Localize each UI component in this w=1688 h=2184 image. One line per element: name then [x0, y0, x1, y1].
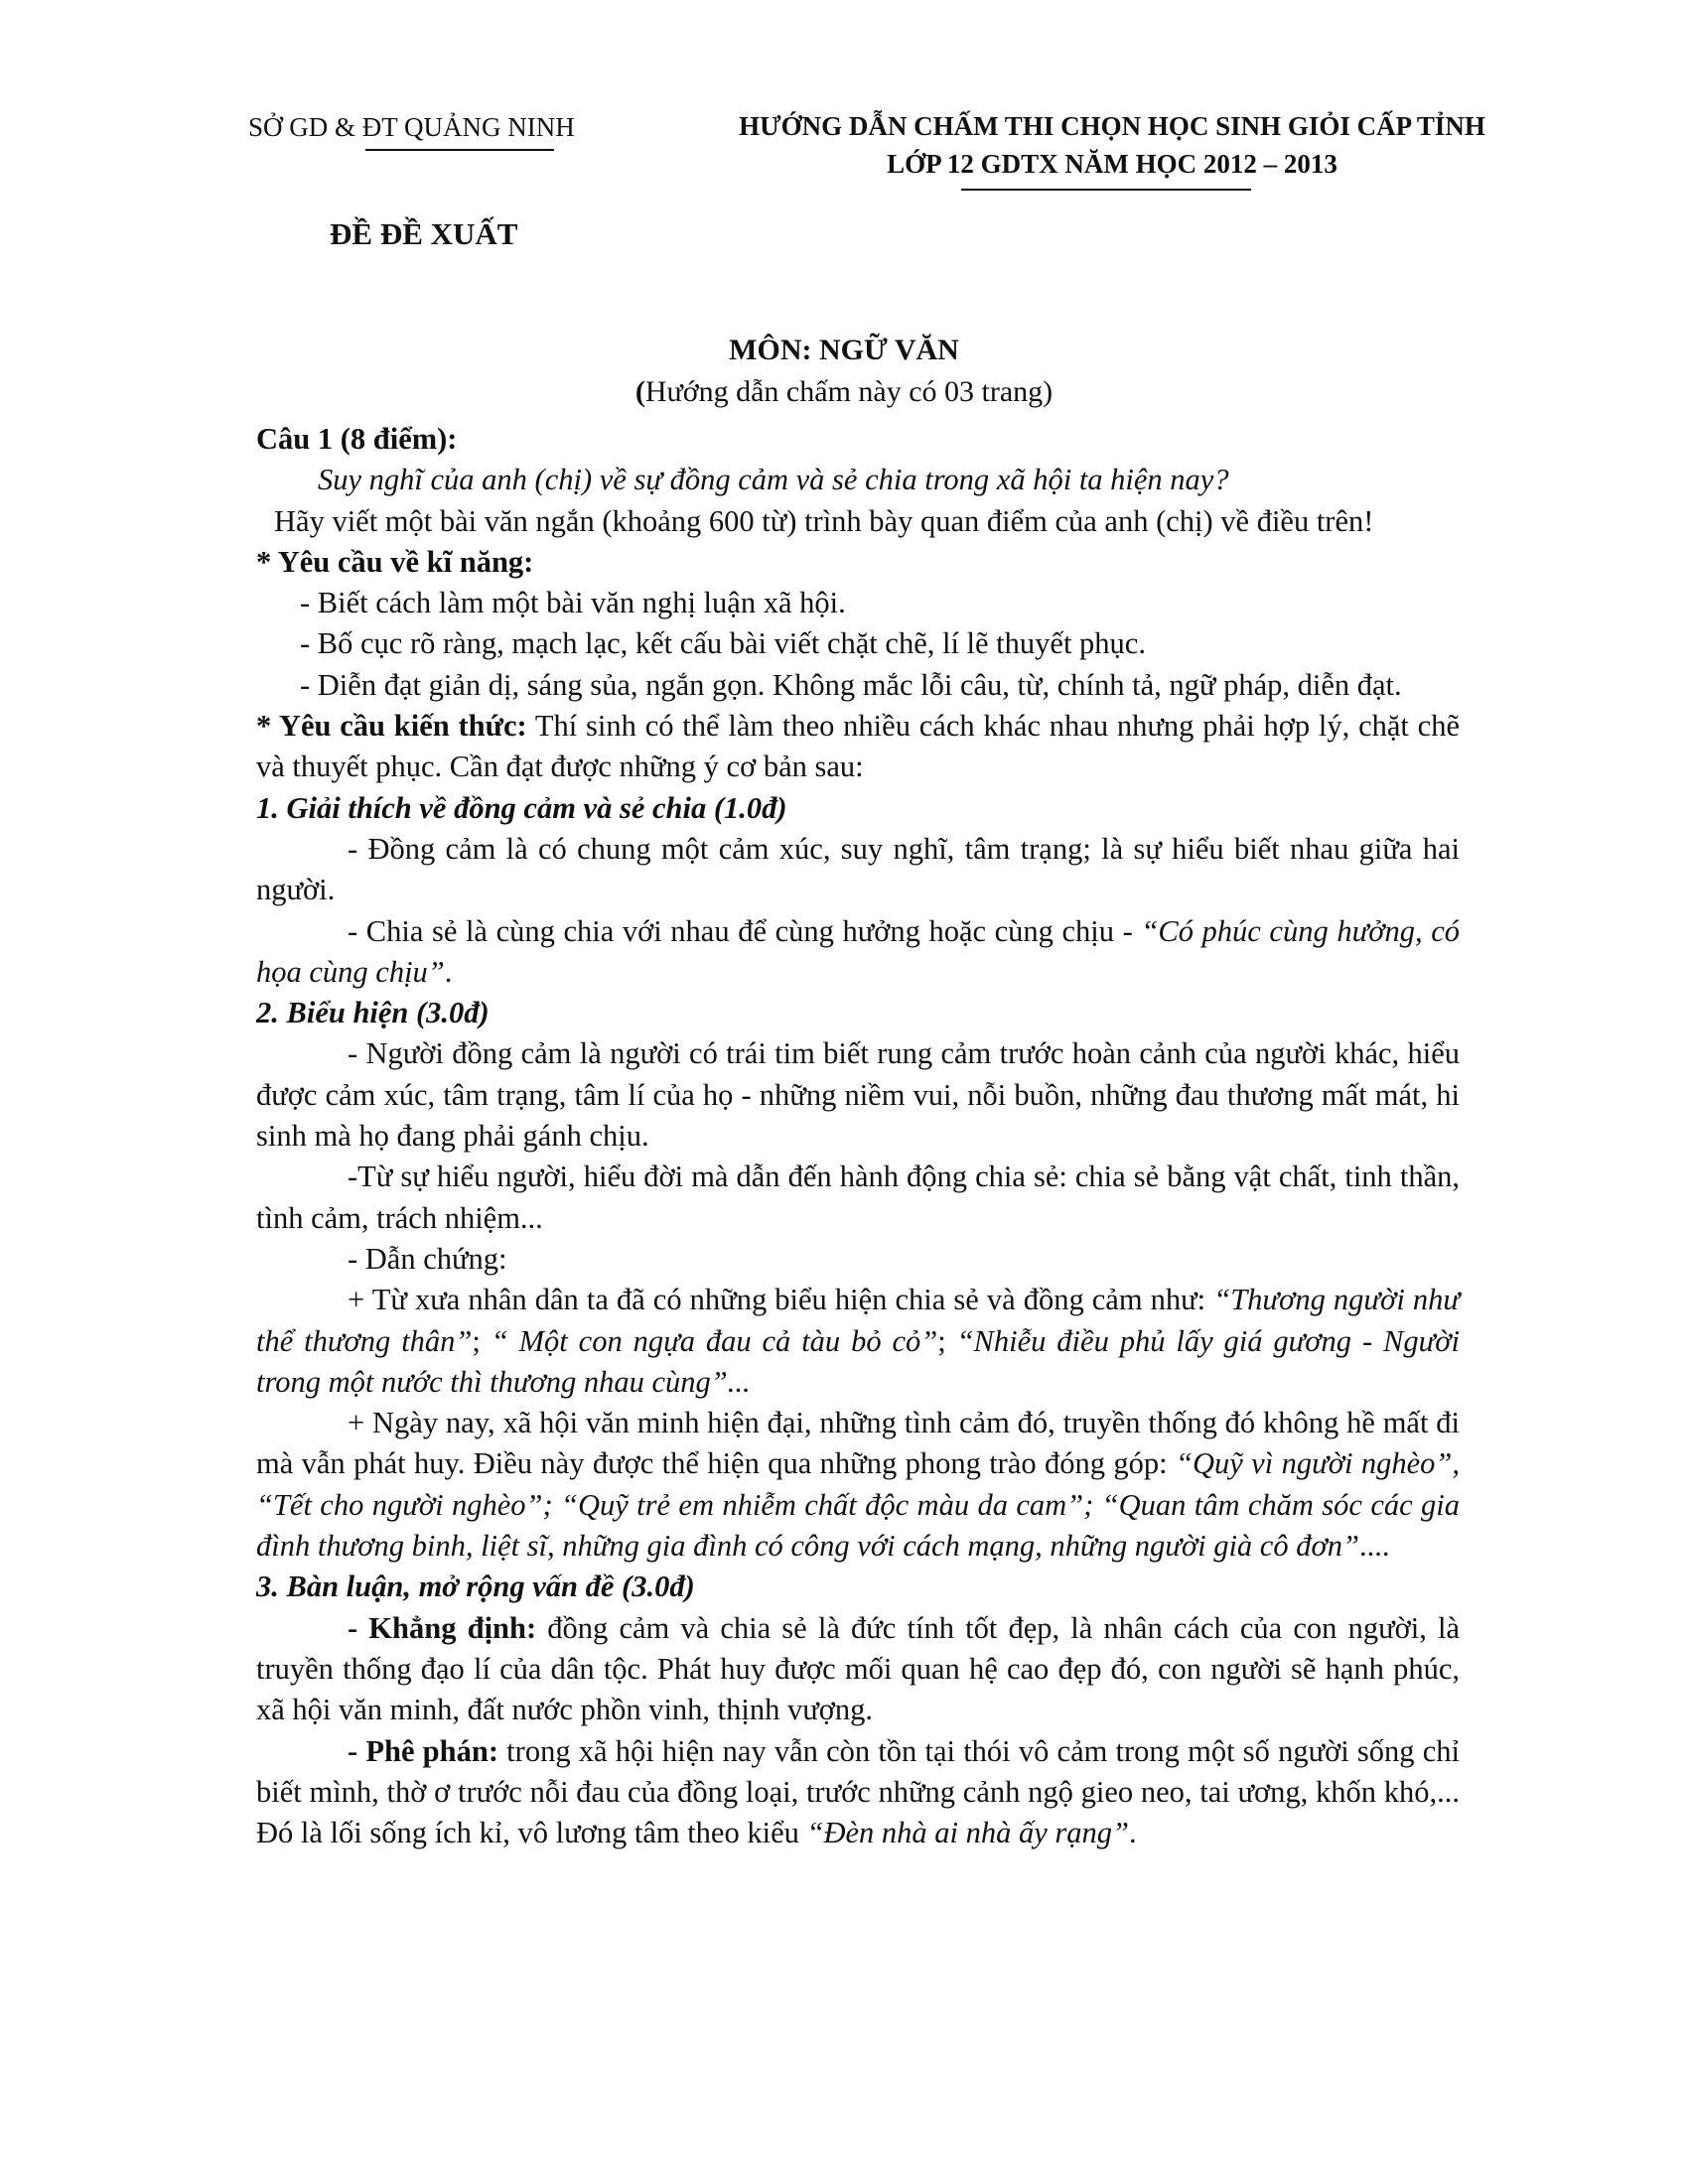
section-2-paragraph: - Người đồng cảm là người có trái tim biết rung cảm trước hoàn cảnh của người khác, hiểu được cảm xúc, tâm trạng, tâm lí của họ - những niềm vui, nỗi buồn, những đau thương mất mát, hi sinh mà họ đang phải gánh chịu. [256, 1036, 1460, 1154]
section-2-paragraph [256, 1403, 1460, 1567]
proverb-quote: “Có phúc cùng hưởng, có họa cùng chịu” [256, 913, 1460, 989]
proverb-quote: “ Một con ngựa đau cả tàu bỏ cỏ” [491, 1323, 938, 1358]
page-count-note [0, 375, 1688, 409]
paragraph-end: . [444, 954, 453, 989]
document-title [655, 107, 1569, 183]
department-underline [365, 149, 554, 151]
page-count-note-text: Hướng dẫn chấm này có 03 trang) [644, 375, 1054, 408]
section-3-heading: 3. Bàn luận, mở rộng vấn đề (3.0đ) [256, 1570, 695, 1604]
proverb-quote: “Đèn nhà ai nhà ấy rạng” [806, 1816, 1129, 1850]
proverb-quote: “Thương người như thể thương thân” [256, 1283, 1461, 1358]
affirm-label: - Khẳng định: [348, 1610, 537, 1645]
skill-item: - Biết cách làm một bài văn nghị luận xã hội. [300, 586, 846, 620]
knowledge-text: Thí sinh có thể làm theo nhiều cách khác nhau nhưng phải hợp lý, chặt chẽ và thuyết phục. Cần đạt được những ý cơ bản sau: [256, 709, 1461, 784]
paragraph-text: + Từ xưa nhân dân ta đã có những biểu hiện chia sẻ và đồng cảm như: [348, 1283, 1214, 1317]
page-count-note-paren: ( [634, 375, 645, 408]
section-2-paragraph: - Dẫn chứng: [348, 1241, 507, 1276]
skills-heading: * Yêu cầu về kĩ năng: [256, 544, 534, 579]
section-3-paragraph [256, 1608, 1460, 1731]
question-1-title: Câu 1 (8 điểm): [256, 422, 458, 456]
section-3-paragraph [256, 1731, 1460, 1854]
skill-item: - Bố cục rõ ràng, mạch lạc, kết cấu bài viết chặt chẽ, lí lẽ thuyết phục. [300, 626, 1146, 661]
issuing-department: SỞ GD & ĐT QUẢNG NINH [248, 112, 575, 142]
proverb-quote: “Nhiễu điều phủ lấy giá gương - Người trong một nước thì thương nhau cùng”... [256, 1323, 1460, 1399]
knowledge-requirement [256, 706, 1460, 788]
section-1-heading: 1. Giải thích về đồng cảm và sẻ chia (1.0đ) [256, 790, 787, 825]
document-title-line-1: HƯỚNG DẪN CHẤM THI CHỌN HỌC SINH GIỎI CẤP TỈNH [739, 111, 1485, 141]
question-1-prompt: Suy nghĩ của anh (chị) về sự đồng cảm và sẻ chia trong xã hội ta hiện nay? [318, 463, 1229, 497]
paragraph-text: - Chia sẻ là cùng chia với nhau để cùng hưởng hoặc cùng chịu - [348, 913, 1142, 948]
document-title-line-2: LỚP 12 GDTX NĂM HỌC 2012 – 2013 [887, 149, 1337, 179]
proposal-label: ĐỀ ĐỀ XUẤT [330, 216, 518, 251]
document-body [256, 419, 1460, 1853]
subject-title: MÔN: NGỮ VĂN [729, 334, 959, 366]
paragraph-text: + Ngày nay, xã hội văn minh hiện đại, những tình cảm đó, truyền thống đó không hề mất đi mà vẫn phát huy. Điều này được thể hiện qua những phong trào đóng góp: [256, 1406, 1460, 1481]
title-underline [961, 189, 1251, 191]
section-2-paragraph: -Từ sự hiểu người, hiểu đời mà dẫn đến hành động chia sẻ: chia sẻ bằng vật chất, tinh thần, tình cảm, trách nhiệm... [256, 1160, 1460, 1235]
criticize-label: - Phê phán: [348, 1733, 498, 1768]
paragraph-end: .... [1358, 1529, 1390, 1564]
skill-item: - Diễn đạt giản dị, sáng sủa, ngắn gọn. Không mắc lỗi câu, từ, chính tả, ngữ pháp, diễn đạt. [300, 667, 1402, 702]
paragraph-end: . [1128, 1816, 1137, 1850]
section-1-paragraph [256, 911, 1460, 994]
section-1-paragraph: - Đồng cảm là có chung một cảm xúc, suy nghĩ, tâm trạng; là sự hiểu biết nhau giữa hai người. [256, 831, 1460, 907]
quote-separator: ; [937, 1323, 957, 1358]
section-2-heading: 2. Biểu hiện (3.0đ) [256, 996, 490, 1030]
campaign-quotes: “Quỹ vì người nghèo”, “Tết cho người nghèo”; “Quỹ trẻ em nhiễm chất độc màu da cam”; “Quan tâm chăm sóc các gia đình thương binh, liệt sĩ, những gia đình có công với cách mạng, những người già cô đơn” [256, 1446, 1460, 1564]
paragraph-text: trong xã hội hiện nay vẫn còn tồn tại thói vô cảm trong một số người sống chỉ biết mình, thờ ơ trước nỗi đau của đồng loại, trước những cảnh ngộ gieo neo, tai ương, khốn khó,... Đó là lối sống ích kỉ, vô lương tâm theo kiểu [256, 1733, 1460, 1850]
question-1-instruction: Hãy viết một bài văn ngắn (khoảng 600 từ) trình bày quan điểm của anh (chị) về điều trên! [274, 503, 1374, 538]
paragraph-text: đồng cảm và chia sẻ là đức tính tốt đẹp, là nhân cách của con người, là truyền thống đạo lí của dân tộc. Phát huy được mối quan hệ cao đẹp đó, con người sẽ hạnh phúc, xã hội văn minh, đất nước phồn vinh, thịnh vượng. [256, 1610, 1460, 1727]
knowledge-label: * Yêu cầu kiến thức: [256, 709, 527, 744]
section-2-paragraph [256, 1280, 1460, 1403]
quote-separator: ; [472, 1323, 492, 1358]
